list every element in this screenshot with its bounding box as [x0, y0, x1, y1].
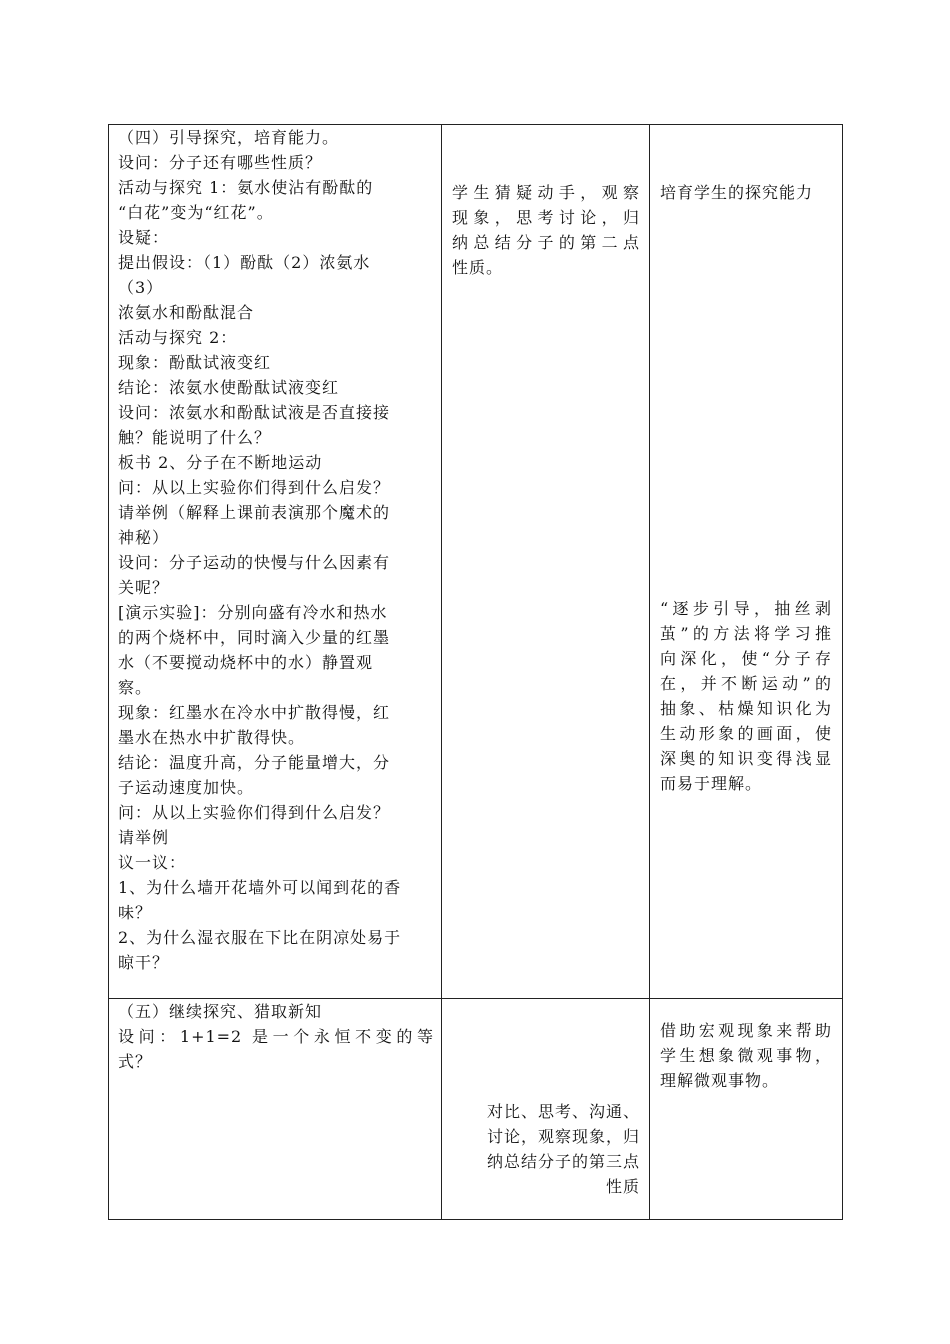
- column-divider-1: [441, 124, 442, 1220]
- column-divider-2: [649, 124, 650, 1220]
- row1-col1-line: 子运动速度加快。: [118, 778, 255, 797]
- row1-col3-line: 培育学生的探究能力: [660, 183, 814, 202]
- row2-design-intent-cell: [660, 1018, 832, 1093]
- row1-col1-line: 结论：温度升高，分子能量增大，分: [118, 753, 391, 772]
- row2-col1-line: 式？: [118, 1052, 153, 1071]
- row2-col3-line: 理解微观事物。: [660, 1071, 780, 1090]
- row1-col1-line: 设问：分子还有哪些性质？: [118, 153, 323, 172]
- row1-student-activity-cell: [452, 180, 640, 280]
- row1-col1-line: [演示实验]：分别向盛有冷水和热水: [118, 603, 388, 622]
- row1-col2-line: 纳总结分子的第二点: [452, 233, 640, 252]
- row1-col3-line: 茧”的方法将学习推: [660, 624, 832, 643]
- row1-col1-line: 现象：酚酞试液变红: [118, 353, 272, 372]
- row1-col1-line: 1、为什么墙开花墙外可以闻到花的香: [118, 878, 402, 897]
- row2-col2-line: 纳总结分子的第三点: [486, 1152, 640, 1171]
- row2-col3-line: 借助宏观现象来帮助: [660, 1021, 832, 1040]
- row1-col1-line: （四）引导探究，培育能力。: [118, 128, 340, 147]
- row1-teacher-activity-cell: [118, 125, 434, 975]
- row1-design-intent-cell-bottom: [660, 596, 832, 796]
- row2-col2-line: 对比、思考、沟通、: [486, 1102, 640, 1121]
- row1-col1-line: 结论：浓氨水使酚酞试液变红: [118, 378, 340, 397]
- row1-col1-line: 浓氨水和酚酞混合: [118, 303, 255, 322]
- row1-col1-line: 问：从以上实验你们得到什么启发？: [118, 803, 391, 822]
- row1-col1-line: 2、为什么湿衣服在下比在阴凉处易于: [118, 928, 402, 947]
- row1-col1-line: “白花”变为“红花”。: [118, 203, 274, 222]
- row1-col2-line: 性质。: [452, 258, 504, 277]
- row1-col1-line: 设疑：: [118, 228, 170, 247]
- row1-col3-line: 而易于理解。: [660, 774, 763, 793]
- row1-col1-line: 活动与探究 2：: [118, 328, 238, 347]
- row1-col1-line: 设问：浓氨水和酚酞试液是否直接接: [118, 403, 391, 422]
- row1-col1-line: 板书 2、分子在不断地运动: [118, 453, 323, 472]
- row1-col1-line: 察。: [118, 678, 153, 697]
- row1-col1-line: 晾干？: [118, 953, 170, 972]
- row1-col2-line: 现象，思考讨论，归: [452, 208, 640, 227]
- row1-col1-line: 请举例: [118, 828, 170, 847]
- row2-col1-line: （五）继续探究、猎取新知: [118, 1002, 323, 1021]
- row1-col1-line: 问：从以上实验你们得到什么启发？: [118, 478, 391, 497]
- row2-student-activity-cell: [452, 1099, 640, 1199]
- row1-col1-line: 活动与探究 1：氨水使沾有酚酞的: [118, 178, 374, 197]
- row1-col1-line: 关呢？: [118, 578, 170, 597]
- row1-col1-line: 墨水在热水中扩散得快。: [118, 728, 306, 747]
- row1-col1-line: （3）: [118, 278, 164, 297]
- row1-col1-line: 现象：红墨水在冷水中扩散得慢，红: [118, 703, 391, 722]
- row1-col3-line: 向深化，使“分子存: [660, 649, 832, 668]
- row1-col1-line: 味？: [118, 903, 153, 922]
- row1-col1-line: 请举例（解释上课前表演那个魔术的: [118, 503, 391, 522]
- row2-teacher-activity-cell: [118, 999, 434, 1074]
- row1-col3-line: “逐步引导，抽丝剥: [660, 599, 832, 618]
- row1-col2-line: 学生猜疑动手，观察: [452, 183, 640, 202]
- row1-col1-line: 水（不要搅动烧杯中的水）静置观: [118, 653, 374, 672]
- row1-col1-line: 设问：分子运动的快慢与什么因素有: [118, 553, 391, 572]
- row1-col1-line: 触？能说明了什么？: [118, 428, 272, 447]
- row1-design-intent-cell-top: [660, 180, 836, 205]
- row2-col2-line: 讨论，观察现象，归: [486, 1127, 640, 1146]
- row1-col1-line: 的两个烧杯中，同时滴入少量的红墨: [118, 628, 391, 647]
- row2-col3-line: 学生想象微观事物，: [660, 1046, 832, 1065]
- row1-col3-line: 在，并不断运动”的: [660, 674, 832, 693]
- row1-col3-line: 生动形象的画面，使: [660, 724, 832, 743]
- row1-col1-line: 神秘）: [118, 528, 170, 547]
- row1-col3-line: 抽象、枯燥知识化为: [660, 699, 832, 718]
- row1-col1-line: 议一议：: [118, 853, 187, 872]
- row2-col2-line: 性质: [605, 1177, 640, 1196]
- row2-col1-line: 设问：1+1=2 是一个永恒不变的等: [118, 1027, 434, 1046]
- row1-col1-line: 提出假设：（1）酚酞（2）浓氨水: [118, 253, 371, 272]
- row1-col3-line: 深奥的知识变得浅显: [660, 749, 832, 768]
